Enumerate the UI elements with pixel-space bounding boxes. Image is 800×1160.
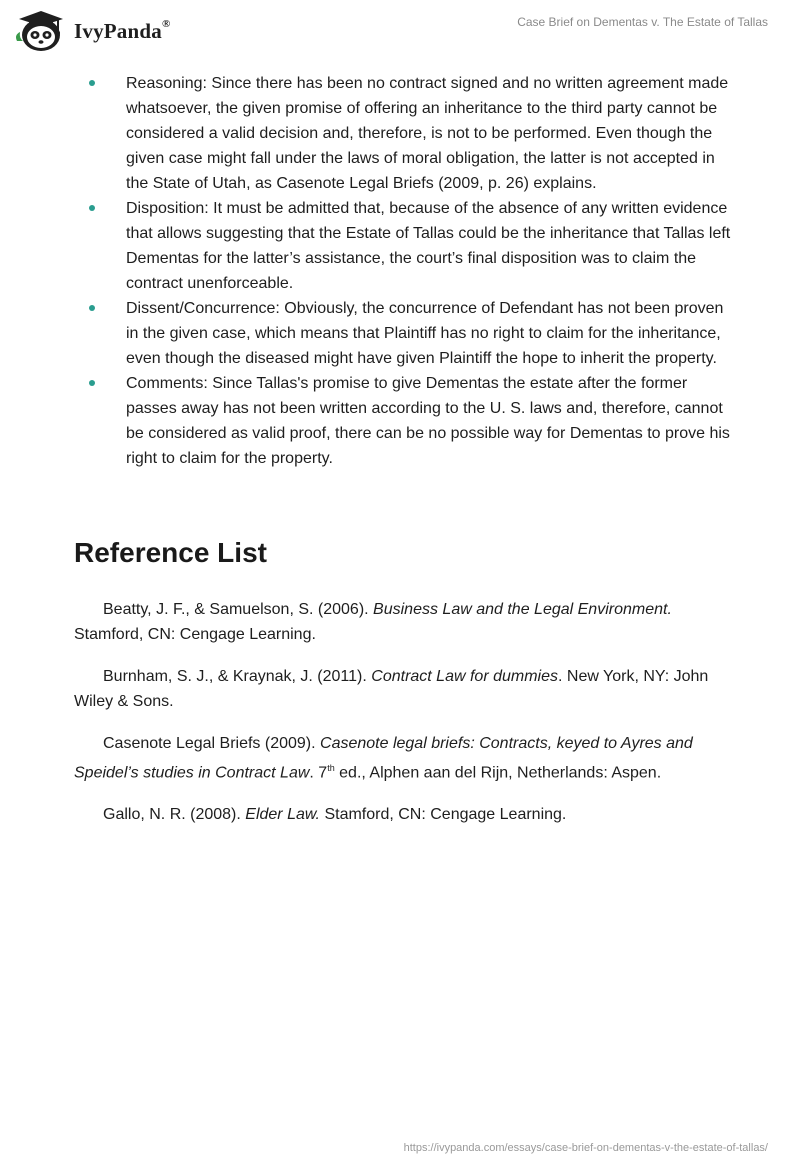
bullet-dot-icon <box>89 205 95 211</box>
brand-name: IvyPanda® <box>74 17 171 43</box>
bullet-dot-icon <box>89 305 95 311</box>
bullet-comments <box>126 371 736 471</box>
reference-title: Business Law and the Legal Environment. <box>373 601 672 618</box>
bullet-reasoning <box>126 71 736 196</box>
reference-entry: Beatty, J. F., & Samuelson, S. (2006). Business Law and the Legal Environment. Stamford, CN: Cengage Learning. <box>74 601 672 643</box>
bullet-text: Disposition: It must be admitted that, because of the absence of any written evidence that allows suggesting that the Estate of Tallas could be the inheritance that Tallas left Dementas for the latter’s assistance, the court’s final disposition was to claim the contract unenforceable. <box>126 200 731 292</box>
source-url-link[interactable]: https://ivypanda.com/essays/case-brief-on-dementas-v-the-estate-of-tallas/ <box>403 1142 768 1154</box>
reference-list <box>74 597 734 844</box>
bullet-text: Dissent/Concurrence: Obviously, the concurrence of Defendant has not been proven in the given case, which means that Plaintiff has no right to claim for the inheritance, even though the diseased might have given Plaintiff the hope to inherit the property. <box>126 300 724 367</box>
registered-mark: ® <box>161 17 171 30</box>
bullet-dot-icon <box>89 80 95 86</box>
reference-list-heading: Reference List <box>74 537 267 568</box>
ivypanda-logo[interactable] <box>12 8 170 52</box>
bullet-text: Reasoning: Since there has been no contract signed and no written agreement made whatsoever, the given promise of offering an inheritance to the third party cannot be considered a valid decision and, therefore, is not to be performed. Even though the given case might fall under the laws of moral obligation, the latter is not accepted in the State of Utah, as Casenote Legal Briefs (2009, p. 26) explains. <box>126 75 729 192</box>
reference-title: Contract Law for dummies <box>371 668 558 685</box>
reference-title: Casenote legal briefs: Contracts, keyed to Ayres and Speidel’s studies in Contract Law <box>74 735 693 782</box>
reference-title: Elder Law. <box>245 806 320 824</box>
bullet-dot-icon <box>89 380 95 386</box>
reference-entry: Gallo, N. R. (2008). Elder Law. Stamford, CN: Cengage Learning. <box>103 806 567 824</box>
bullet-dissent-concurrence <box>126 296 736 371</box>
reference-entry: Burnham, S. J., & Kraynak, J. (2011). Contract Law for dummies. New York, NY: John Wiley & Sons. <box>74 668 709 710</box>
case-brief-bullet-list <box>0 71 800 471</box>
bullet-disposition <box>126 196 736 296</box>
reference-entry: Casenote Legal Briefs (2009). Casenote legal briefs: Contracts, keyed to Ayres and Speidel’s studies in Contract Law. 7th ed., Alphen aan del Rijn, Netherlands: Aspen. <box>74 735 693 782</box>
document-title: Case Brief on Dementas v. The Estate of Tallas <box>517 15 768 29</box>
panda-graduation-cap-icon <box>12 8 70 52</box>
bullet-text: Comments: Since Tallas's promise to give Dementas the estate after the former passes away has not been written according to the U. S. laws and, therefore, cannot be considered as valid proof, there can be no possible way for Dementas to prove his right to claim for the property. <box>126 375 730 467</box>
